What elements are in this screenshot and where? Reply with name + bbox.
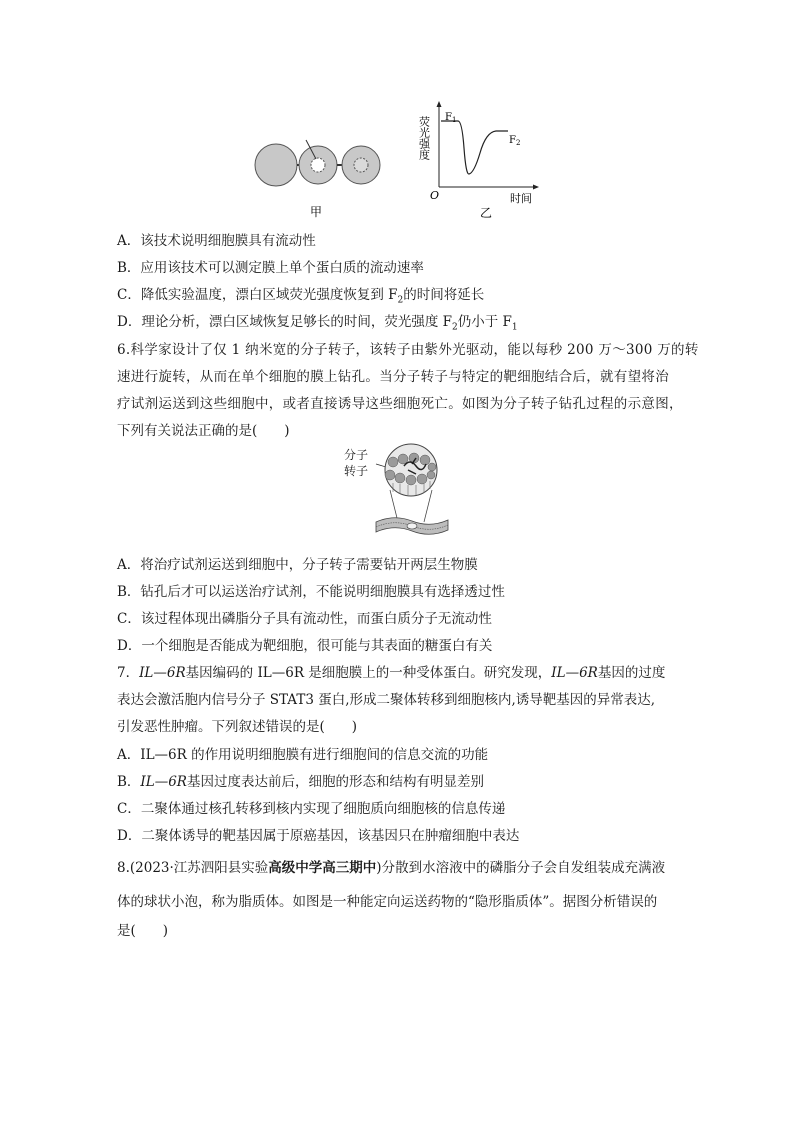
q6-option-c: C．该过程体现出磷脂分子具有流动性，而蛋白质分子无流动性 [117,611,492,627]
q7-stem-line-3: 引发恶性肿瘤。下列叙述错误的是( ) [117,719,358,735]
membrane-pore [407,523,417,529]
q8-stem-line-3: 是( ) [117,923,169,939]
q5-option-a: A．该技术说明细胞膜具有流动性 [117,233,316,249]
q7-stem-line-1: 7．IL—6R基因编码的 IL—6R 是细胞膜上的一种受体蛋白。研究发现，IL—6R基因的过度 [117,665,666,681]
q5-option-d: D．理论分析，漂白区域恢复足够长的时间，荧光强度 $F_2$仍小于 $F_1$ [117,314,518,333]
q8-stem-line-1: 8.(2023·江苏泗阳县实验高级中学高三期中)分散到水溶液中的磷脂分子会自发组装成充满液 [117,860,666,876]
rotor-label: 分子 转子 [344,448,369,478]
q5-option-c: C．降低实验温度，漂白区域荧光强度恢复到 $F_2$的时间将延长 [117,287,485,306]
f2-label: $F_2$ [509,135,521,147]
q7-option-c: C．二聚体通过核孔转移到核内实现了细胞质向细胞核的信息传递 [117,801,506,817]
svg-text:荧光强度: 荧光强度 [418,116,431,160]
caption-jia: 甲 [310,205,323,219]
bleach-spot-right [354,158,368,172]
caption-yi: 乙 [480,206,493,220]
q7-stem-line-2: 表达会激活胞内信号分子 STAT3 蛋白,形成二聚体转移到细胞核内,诱导靶基因的异常表达, [117,692,656,708]
figure-jia [250,138,390,220]
q6-option-a: A．将治疗试剂运送到细胞中，分子转子需要钻开两层生物膜 [117,557,478,573]
fluorescence-curve [441,121,508,174]
y-axis-label [418,115,431,160]
q7-option-b: B．IL—6R基因过度表达前后，细胞的形态和结构有明显差别 [117,774,484,790]
bleach-spot-middle [311,158,325,172]
origin-label: O [430,189,440,202]
cell-membrane-figure [374,512,450,538]
q6-stem-line-1: 6.科学家设计了仅 1 纳米宽的分子转子，该转子由紫外光驱动，能以每秒 200 万～300 万的转 [117,342,699,358]
x-axis-label: 时间 [510,192,532,205]
q5-option-b: B．应用该技术可以测定膜上单个蛋白质的流动速率 [117,260,424,276]
x-axis-arrow [533,185,539,190]
q6-stem-line-2: 速进行旋转，从而在单个细胞的膜上钻孔。当分子转子与特定的靶细胞结合后，就有望将治 [117,369,669,385]
y-axis-arrow [437,101,442,107]
q7-option-a: A．IL—6R 的作用说明细胞膜有进行细胞间的信息交流的功能 [117,747,489,763]
f1-label: $F_1$ [445,112,457,124]
q6-option-b: B．钻孔后才可以运送治疗试剂，不能说明细胞膜具有选择透过性 [117,584,505,600]
q6-option-d: D．一个细胞是否能成为靶细胞，很可能与其表面的糖蛋白有关 [117,638,493,654]
cell-left [255,144,297,186]
q6-stem-line-4: 下列有关说法正确的是( ) [117,423,290,439]
q8-stem-line-2: 体的球状小泡，称为脂质体。如图是一种能定向运送药物的“隐形脂质体”。据图分析错误的 [117,894,658,910]
figure-yi [418,98,568,220]
q7-option-d: D．二聚体诱导的靶基因属于原癌基因，该基因只在肿瘤细胞中表达 [117,828,520,844]
q6-stem-line-3: 疗试剂运送到这些细胞中，或者直接诱导这些细胞死亡。如图为分子转子钻孔过程的示意图， [117,396,683,412]
